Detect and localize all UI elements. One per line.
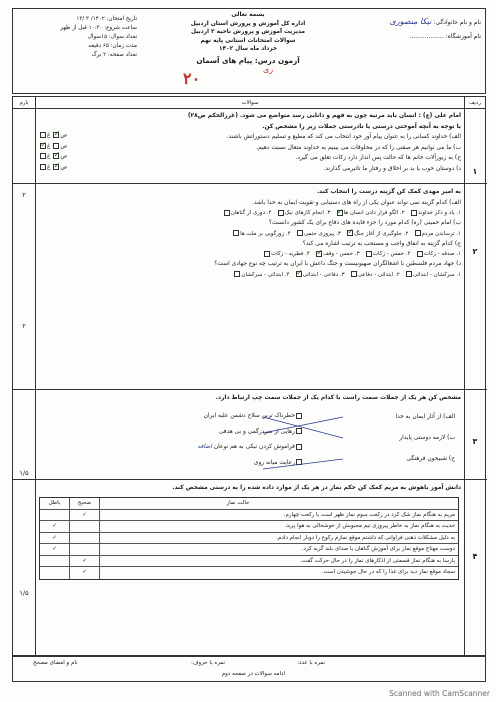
- q4-r5-void[interactable]: [40, 556, 70, 567]
- basmala: بسمه تعالی: [231, 12, 265, 18]
- q2-c-opt2[interactable]: ۲. خمس - زکات: [372, 251, 411, 257]
- score-mark: ۲۰: [183, 69, 201, 88]
- q1-intro: با توجه به آنچه آموختی درستی یا نادرستی جملات زیر را مشخص کن.: [262, 123, 461, 130]
- q4-intro: دانش آموز باهوش به مریم کمک کن حکم نماز در هر یک از موارد داده شده را به درستی مشخص کند.: [172, 485, 461, 491]
- questions-table: [12, 96, 486, 656]
- q2-intro: به امیر مهدی کمک کن گزینه درست را انتخاب کند.: [316, 189, 461, 195]
- q4-row: مریم به هنگام نماز شک کرد در رکعت سوم نماز ظهر است یا رکعت چهارم. ✓: [40, 510, 458, 522]
- exam-title-block: [143, 11, 353, 66]
- q2-b-opt3[interactable]: ۳. پیروزی حتمی: [303, 230, 341, 237]
- q1-item-d: د) دوستان خوب یا بد بر اخلاق و رفتار ما تاثیرمی گذارند.: [323, 165, 461, 172]
- q4-prayer-table: [39, 497, 459, 580]
- duration: مدت زمان: ۶۵ دقیقه: [88, 43, 137, 49]
- name-label: نام و نام خانوادگی:: [433, 19, 481, 26]
- q4-r4-correct[interactable]: [70, 544, 100, 555]
- exam-session: خرداد ماه سال ۱۴۰۲: [218, 46, 278, 53]
- q4-row: حدیث به هنگام نماز به خاطر پیروزی تیم محبوبش از خوشحالی به هوا پرید. ✓: [40, 521, 458, 533]
- q4-r1-void[interactable]: [40, 510, 70, 521]
- q1-item-b: ب) ما می توانیم هر صفتی را که در مخلوقات می بینیم به خداوند متعال نسبت دهیم.: [256, 144, 461, 151]
- question-2: [41, 187, 461, 280]
- exam-date: تاریخ امتحان: ۱۴۰۲/ ۳ /۱۳: [76, 16, 137, 22]
- q2-b-opt4[interactable]: ۴. زورگویی بر ملت ها: [240, 230, 291, 237]
- q4-head-correct: صحیح: [70, 498, 100, 509]
- subject-title: آزمون درس: پیام های آسمان: [196, 55, 300, 65]
- col-score: بارم: [13, 97, 35, 109]
- q4-r3-void[interactable]: ✓: [40, 533, 70, 544]
- score-q2: ۲: [22, 322, 26, 330]
- col-row: ردیف: [465, 97, 485, 109]
- q1-b-choice[interactable]: ص غ✓: [39, 143, 67, 150]
- q2-a-opt4[interactable]: ۴. دوری از گناهان: [230, 210, 272, 216]
- q1-a-choice[interactable]: ص✓ غ: [39, 132, 67, 139]
- q2-d-opt4[interactable]: ۴. ابتدائی - سرکشان: [241, 271, 290, 278]
- q2-d-question: د) جهاد مردم فلسطین با اشغالگران صهیونیست و جنگ داعش با ایران به ترتیب چه نوع جهادی است؟: [214, 261, 461, 267]
- q3-right-a[interactable]: الف) از آثار ایمان به خدا: [395, 414, 455, 420]
- question-1: [41, 111, 461, 174]
- q2-b-opt1[interactable]: ۱. ترساندن مردم: [421, 230, 461, 237]
- q4-row: پارسا به هنگام نماز قسمتی از اذکارهای نماز را در حال حرکت گفت. ✓: [40, 556, 458, 568]
- grade-words: نمره با حروف:: [191, 660, 225, 666]
- exam-info: [17, 15, 137, 60]
- col-questions: سوالات: [35, 97, 465, 109]
- exam-type: سوالات امتحانات استانی پایه نهم: [200, 37, 296, 44]
- org-name: اداره کل آموزش و پرورش استان اردبیل: [190, 20, 306, 27]
- score-q1: ۲: [22, 191, 26, 199]
- start-time: ساعت شروع: ۱۰:۳۰ قبل از ظهر: [60, 25, 137, 31]
- question-3: [41, 393, 461, 404]
- q2-a-opt2[interactable]: ۲. الگو قرار دادن انسان ها: [343, 210, 405, 216]
- row-number-3: ۳: [472, 437, 478, 446]
- grade-number: نمره با عدد:: [297, 660, 325, 666]
- q2-a-opt3[interactable]: ۳. انجام کارهای نیک: [284, 210, 331, 216]
- score-q4: ۱/۵: [19, 589, 29, 597]
- continue-note: ادامه سوالات در صفحه دوم: [221, 671, 285, 677]
- q4-head-void: باطل: [40, 498, 70, 509]
- corrector-signature: نام و امضای مصحح: [33, 660, 78, 666]
- q2-c-opt4[interactable]: ۴. فطریه - زکات: [271, 251, 310, 257]
- q2-a-question: الف) کدام گزینه نمی تواند عنوان یکی از راه های دستیابی و تقویت ایمان به خدا باشد.: [252, 199, 461, 206]
- q2-d-opt2[interactable]: ۲. ابتدائی - دفاعی: [357, 271, 400, 278]
- q2-b-opt2[interactable]: ۲. جلوگیری از آغاز جنگ: [354, 230, 409, 237]
- q4-r1-correct[interactable]: ✓: [70, 510, 100, 521]
- row-number-1: ۱: [472, 167, 478, 176]
- q2-c-opt1[interactable]: ۱. صدقه - زکات: [423, 251, 461, 257]
- q3-handwritten-note: اضافه: [197, 444, 212, 450]
- q4-row: دوست مهتاج موقع نماز برای آموزش گناهان با صدای بلند گریه کرد. ✓: [40, 544, 458, 556]
- q3-left-1[interactable]: خطرناک ترین سلاح دشمن علیه ایران: [203, 413, 295, 419]
- district-name: مدیریت آموزش و پرورش ناحیه ۲ اردبیل: [190, 29, 305, 36]
- teacher-signature: ری: [263, 65, 274, 74]
- page-count: تعداد صفحه: ۲ برگ: [91, 52, 137, 58]
- q3-matching-lines: [258, 407, 348, 477]
- q4-row: به دلیل مشکلات ذهنی فراوانی که داشتم موقع نمازم رکوع را دوبار انجام دادم. ✓: [40, 533, 458, 545]
- q1-d-choice[interactable]: ص✓ غ: [39, 164, 67, 171]
- q1-item-a: الف) خداوند کسانی را به عنوان پیام آور خود انتخاب می کند که مطیع و تسلیم دستوراتش باشند.: [226, 134, 461, 140]
- q4-r6-correct[interactable]: ✓: [70, 567, 100, 579]
- q2-d-opt1[interactable]: ۱. سرکشان - ابتدائی: [412, 271, 461, 278]
- q4-r6-void[interactable]: [40, 567, 70, 579]
- exam-page: [12, 8, 486, 678]
- q4-row: سجاد موقع نماز دید برای غذا را که در حال جوشیدن است. ✓: [40, 567, 458, 579]
- q2-d-opt3[interactable]: ۳. دفاعی - ابتدائی: [302, 271, 345, 278]
- q3-intro: مشخص کن هر یک از جملات سمت راست با کدام یک از جملات سمت چپ ارتباط دارد.: [215, 395, 461, 401]
- q4-r5-correct[interactable]: ✓: [70, 556, 100, 567]
- q1-hadith: امام علی (ع) : انسان باید مرتبه چون به فهم و دانایی رسد متواضع می شود. (غررالحکم ص۲۸): [187, 113, 461, 119]
- question-4: [41, 483, 461, 494]
- q2-a-opt1[interactable]: ۱. یاد و ذکر خداوند: [417, 210, 461, 216]
- row-number-4: ۴: [472, 552, 478, 561]
- q4-r2-correct[interactable]: [70, 521, 100, 532]
- q3-left-2[interactable]: رهایی از سردرگمی و بی هدفی: [218, 428, 295, 435]
- q1-item-c: ج) به زیورآلات خانم ها که حالت پس انداز دارد زکات تعلق می گیرد.: [295, 155, 461, 161]
- q2-c-opt3[interactable]: ۳. خمس - وقف: [323, 251, 360, 257]
- school-label: نام آموزشگاه:: [445, 33, 481, 40]
- q2-b-question: ب) امام خمینی (ره) کدام مورد را جزء فایده های دفاع برای یک کشور دانست؟: [268, 220, 461, 226]
- q4-r4-void[interactable]: ✓: [40, 544, 70, 555]
- q4-head-row: [40, 498, 458, 510]
- exam-footer: [12, 656, 486, 682]
- score-q3: ۱/۵: [19, 469, 29, 477]
- student-name: نیکا منصوری: [389, 17, 432, 26]
- question-count: تعداد سوال: ۱۵سوال: [87, 34, 137, 40]
- row-number-2: ۲: [472, 247, 478, 256]
- q3-right-b[interactable]: ب) لازمه دوستی پایدار: [399, 435, 455, 441]
- q4-head-text: حالت نماز: [226, 500, 250, 506]
- exam-header: [12, 8, 486, 94]
- student-info: نام و نام خانوادگی: نیکا منصوری نام آموزشگاه: ..................: [389, 17, 481, 40]
- q4-r3-correct[interactable]: [70, 533, 100, 544]
- q3-right-c[interactable]: ج) شبیخون فرهنگی: [406, 456, 455, 462]
- q4-r2-void[interactable]: ✓: [40, 521, 70, 532]
- q3-left-4[interactable]: رعایت میانه روی: [253, 459, 295, 466]
- scanner-watermark: Scanned with CamScanner: [389, 689, 490, 698]
- q2-c-question: ج) کدام گزینه به انفاق واجب و مستحب به ترتیب اشاره می کند؟: [302, 240, 461, 247]
- q1-c-choice[interactable]: ص✓ غ: [39, 153, 67, 160]
- q3-left-3[interactable]: فراموش کردن نیکی به هم نوعان: [213, 444, 295, 450]
